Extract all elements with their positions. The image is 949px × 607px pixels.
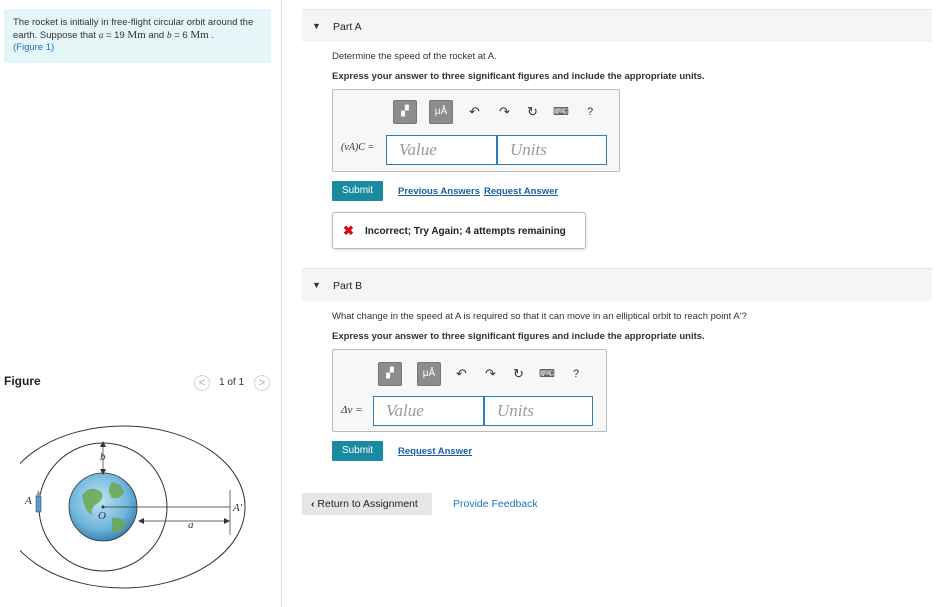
keyboard-icon[interactable]: ⌨ [553,106,569,118]
units-toolbar-button[interactable]: μÅ [417,362,441,386]
part-b-question: What change in the speed at A is required so that it can move in an elliptical orbit to reach point A′? [332,311,747,322]
part-a-units-input[interactable]: Units [497,135,607,165]
part-a-answer-box [332,89,620,172]
keyboard-icon[interactable]: ⌨ [539,368,555,380]
part-b-submit-button[interactable]: Submit [332,441,383,461]
return-to-assignment-button[interactable] [302,493,432,515]
reset-icon[interactable]: ↻ [513,366,524,381]
figure-link[interactable]: (Figure 1) [13,42,55,53]
part-b-units-input[interactable]: Units [484,396,593,426]
part-a-variable-label: (vA)C = [341,142,375,153]
part-a-value-input[interactable]: Value [386,135,497,165]
problem-statement [4,9,271,63]
left-panel [0,0,282,607]
chevron-left-icon: ‹ [311,498,315,510]
collapse-triangle-icon[interactable]: ▼ [312,21,321,31]
rocket-icon [36,496,41,512]
next-figure-button[interactable]: > [254,375,270,391]
redo-icon[interactable]: ↷ [485,366,496,381]
part-b-answer-box [332,349,607,432]
feedback-text: Incorrect; Try Again; 4 attempts remaining [365,226,566,237]
part-a-submit-button[interactable]: Submit [332,181,383,201]
part-a-request-answer-link[interactable]: Request Answer [484,186,559,197]
label-a: a [188,519,194,531]
part-a-label: Part A [333,21,362,33]
part-b-request-answer-link[interactable]: Request Answer [398,446,473,457]
provide-feedback-link[interactable]: Provide Feedback [453,498,538,510]
prev-figure-button[interactable]: < [194,375,210,391]
problem-line-2: earth. Suppose that a = 19 Mm and b = 6 Mm . [13,29,214,41]
label-A-prime: A' [233,502,243,514]
figure-title: Figure [4,374,41,388]
part-b-instruction: Express your answer to three significant figures and include the appropriate units. [332,331,705,342]
problem-line-1: The rocket is initially in free-flight circular orbit around the [13,17,254,28]
help-icon[interactable]: ? [573,368,580,380]
units-toolbar-button[interactable]: μÅ [429,100,453,124]
return-label: Return to Assignment [317,498,418,510]
part-a-header[interactable] [302,9,932,42]
template-icon[interactable]: ▗▘ [378,362,402,386]
template-icon[interactable]: ▗▘ [393,100,417,124]
previous-answers-link[interactable]: Previous Answers [398,186,481,197]
undo-icon[interactable]: ↶ [469,104,480,119]
orbit-figure [20,420,260,600]
error-icon: ✖ [343,223,354,238]
help-icon[interactable]: ? [587,106,594,118]
redo-icon[interactable]: ↷ [499,104,510,119]
label-A: A [25,495,32,507]
undo-icon[interactable]: ↶ [456,366,467,381]
part-b-variable-label: Δv = [341,404,363,416]
label-O: O [98,510,106,522]
part-b-header[interactable] [302,268,932,301]
part-a-question: Determine the speed of the rocket at A. [332,51,497,62]
part-a-instruction: Express your answer to three significant figures and include the appropriate units. [332,71,705,82]
figure-pager: 1 of 1 [219,377,245,388]
part-b-value-input[interactable]: Value [373,396,484,426]
feedback-message [332,212,586,249]
label-b: b [100,451,106,463]
collapse-triangle-icon[interactable]: ▼ [312,280,321,290]
reset-icon[interactable]: ↻ [527,104,538,119]
part-b-label: Part B [333,280,363,292]
